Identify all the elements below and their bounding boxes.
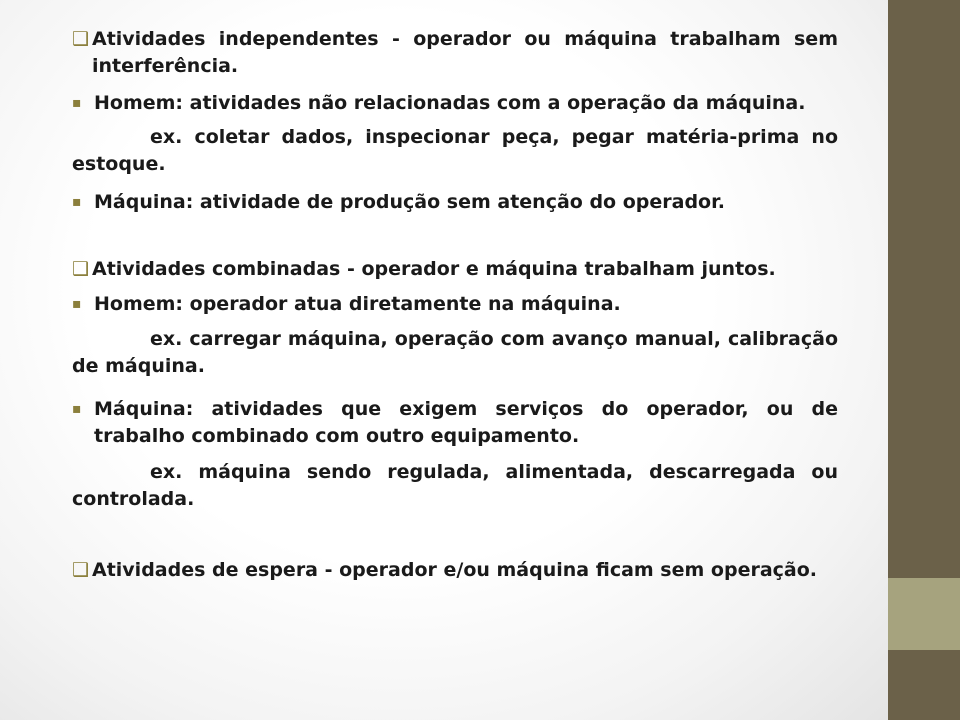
list-item-maquina-1 <box>72 189 838 216</box>
list-item-text: Homem: atividades não relacionadas com a operação da máquina. <box>94 92 806 114</box>
example-text-1: ex. coletar dados, inspecionar peça, pegar matéria-prima no estoque. <box>72 126 838 175</box>
sidebar-band-bottom <box>888 650 960 720</box>
example-text-3: ex. máquina sendo regulada, alimentada, descarregada ou controlada. <box>72 461 838 510</box>
list-item-maquina-2 <box>72 396 838 450</box>
list-item-combined <box>72 256 838 283</box>
list-item-independent <box>72 26 838 80</box>
filled-square-bullet-icon: ▪ <box>72 95 82 111</box>
filled-square-bullet-icon: ▪ <box>72 194 82 210</box>
hollow-square-bullet-icon: ❑ <box>72 559 90 581</box>
filled-square-bullet-icon: ▪ <box>72 401 82 417</box>
sidebar-band-middle <box>888 578 960 650</box>
list-item-text: Atividades independentes - operador ou máquina trabalham sem interferência. <box>92 28 838 77</box>
list-item-text: Homem: operador atua diretamente na máquina. <box>94 293 621 315</box>
list-item-waiting <box>72 557 838 584</box>
list-item-homem-1 <box>72 90 838 117</box>
list-item-text: Máquina: atividades que exigem serviços do operador, ou de trabalho combinado com outro equipamento. <box>94 398 838 447</box>
list-item-text: Máquina: atividade de produção sem atenção do operador. <box>94 191 725 213</box>
list-item-text: Atividades de espera - operador e/ou máquina ficam sem operação. <box>92 559 818 581</box>
example-text-2: ex. carregar máquina, operação com avanço manual, calibração de máquina. <box>72 328 838 377</box>
filled-square-bullet-icon: ▪ <box>72 296 82 312</box>
list-item-homem-2 <box>72 291 838 318</box>
sidebar-band-top <box>888 0 960 578</box>
hollow-square-bullet-icon: ❑ <box>72 28 90 50</box>
hollow-square-bullet-icon: ❑ <box>72 258 90 280</box>
list-item-text: Atividades combinadas - operador e máquina trabalham juntos. <box>92 258 776 280</box>
